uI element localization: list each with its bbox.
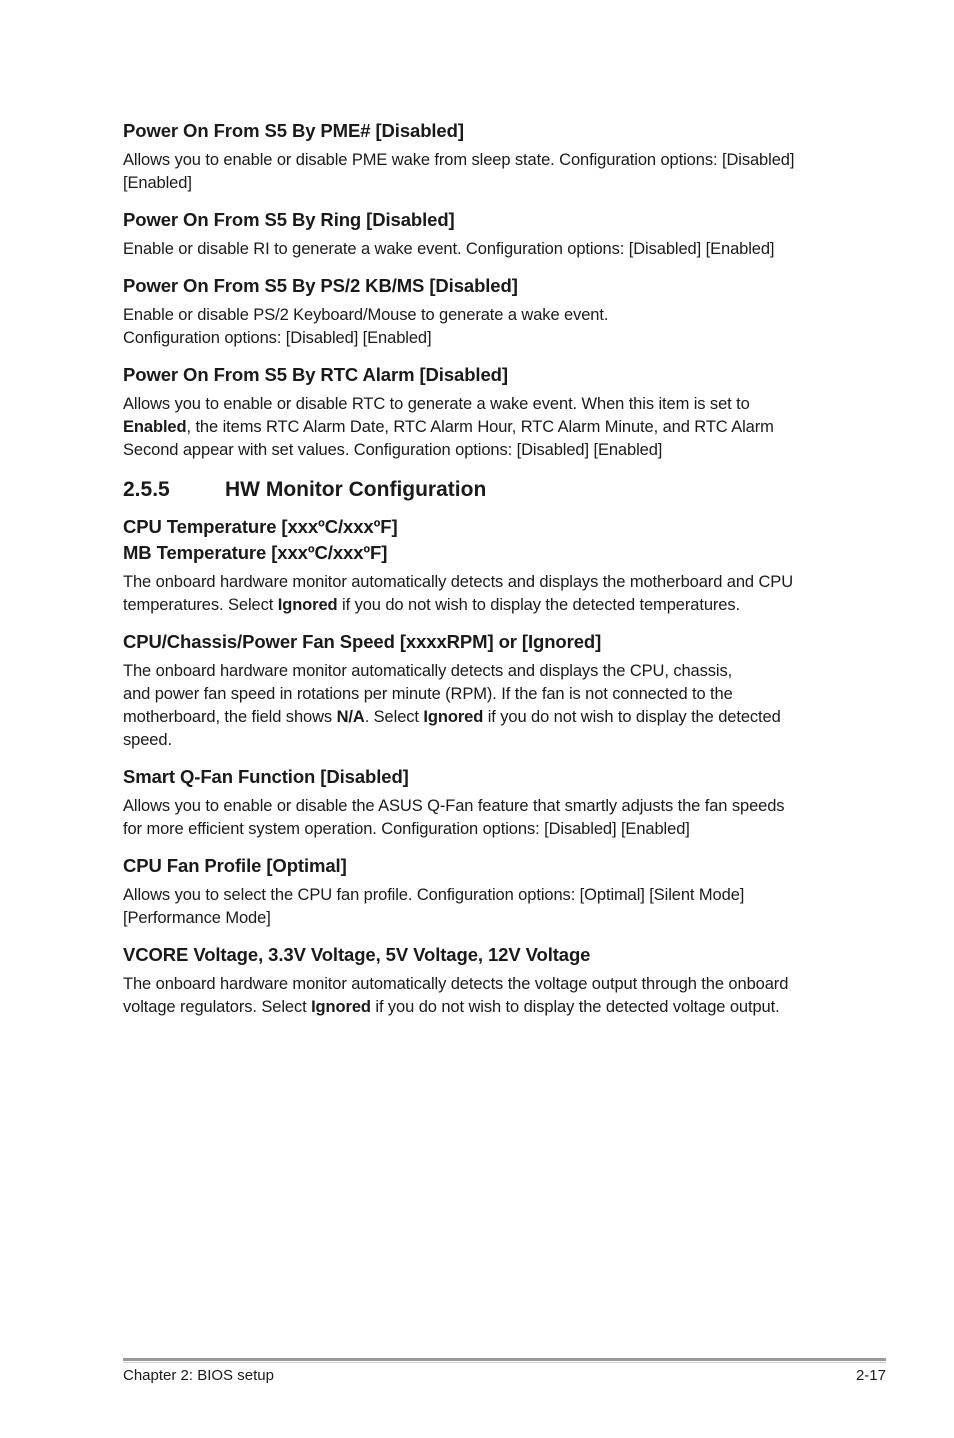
item-description: The onboard hardware monitor automatically detects and displays the motherboard and CPU temperatures. Select Ignored if you do not wish to display the detected temperatures.	[123, 573, 794, 614]
item-title: CPU Temperature [xxxºC/xxxºF]	[123, 516, 398, 537]
item-fan-speed	[123, 629, 843, 752]
footer-page-number: 2-17	[855, 1367, 886, 1384]
item-title: VCORE Voltage, 3.3V Voltage, 5V Voltage, 12V Voltage	[123, 944, 591, 965]
section-title: HW Monitor Configuration	[225, 478, 487, 501]
item-title: CPU/Chassis/Power Fan Speed [xxxxRPM] or [Ignored]	[123, 631, 602, 652]
page-content	[123, 118, 843, 1019]
item-rtc	[123, 362, 843, 462]
item-description: Allows you to enable or disable RTC to generate a wake event. When this item is set to Enabled, the items RTC Alarm Date, RTC Alarm Hour, RTC Alarm Minute, and RTC Alarm Second appear with set values. Configuration options: [Disabled] [Enabled]	[123, 395, 774, 459]
footer-divider-thin	[123, 1362, 886, 1363]
item-description: Allows you to enable or disable the ASUS Q-Fan feature that smartly adjusts the fan speeds for more efficient system operation. Configuration options: [Disabled] [Enabled]	[123, 797, 785, 838]
item-description: The onboard hardware monitor automatically detects and displays the CPU, chassis, and power fan speed in rotations per minute (RPM). If the fan is not connected to the motherboard, the field shows N/A. Select Ignored if you do not wish to display the detected speed.	[123, 662, 781, 749]
item-title: MB Temperature [xxxºC/xxxºF]	[123, 542, 388, 563]
item-title: CPU Fan Profile [Optimal]	[123, 855, 347, 876]
item-description: Enable or disable PS/2 Keyboard/Mouse to generate a wake event. Configuration options: [Disabled] [Enabled]	[123, 306, 609, 347]
item-ring	[123, 207, 843, 261]
item-title: Power On From S5 By RTC Alarm [Disabled]	[123, 364, 508, 385]
item-description: Allows you to enable or disable PME wake from sleep state. Configuration options: [Disabled] [Enabled]	[123, 151, 795, 192]
item-title: Smart Q-Fan Function [Disabled]	[123, 766, 409, 787]
item-pme	[123, 118, 843, 195]
item-voltage	[123, 942, 843, 1019]
footer-divider	[123, 1358, 886, 1361]
item-temperature	[123, 514, 843, 617]
item-description: Allows you to select the CPU fan profile. Configuration options: [Optimal] [Silent Mode] [Performance Mode]	[123, 886, 745, 927]
item-smart-qfan	[123, 764, 843, 841]
section-heading	[123, 476, 843, 504]
item-title: Power On From S5 By PS/2 KB/MS [Disabled]	[123, 275, 518, 296]
item-cpu-fan-profile	[123, 853, 843, 930]
footer-chapter: Chapter 2: BIOS setup	[123, 1367, 274, 1384]
item-description: Enable or disable RI to generate a wake event. Configuration options: [Disabled] [Enabled]	[123, 240, 775, 258]
item-ps2	[123, 273, 843, 350]
item-title: Power On From S5 By PME# [Disabled]	[123, 120, 464, 141]
item-description: The onboard hardware monitor automatically detects the voltage output through the onboard voltage regulators. Select Ignored if you do not wish to display the detected voltage output.	[123, 975, 789, 1016]
section-number: 2.5.5	[123, 478, 170, 501]
item-title: Power On From S5 By Ring [Disabled]	[123, 209, 455, 230]
